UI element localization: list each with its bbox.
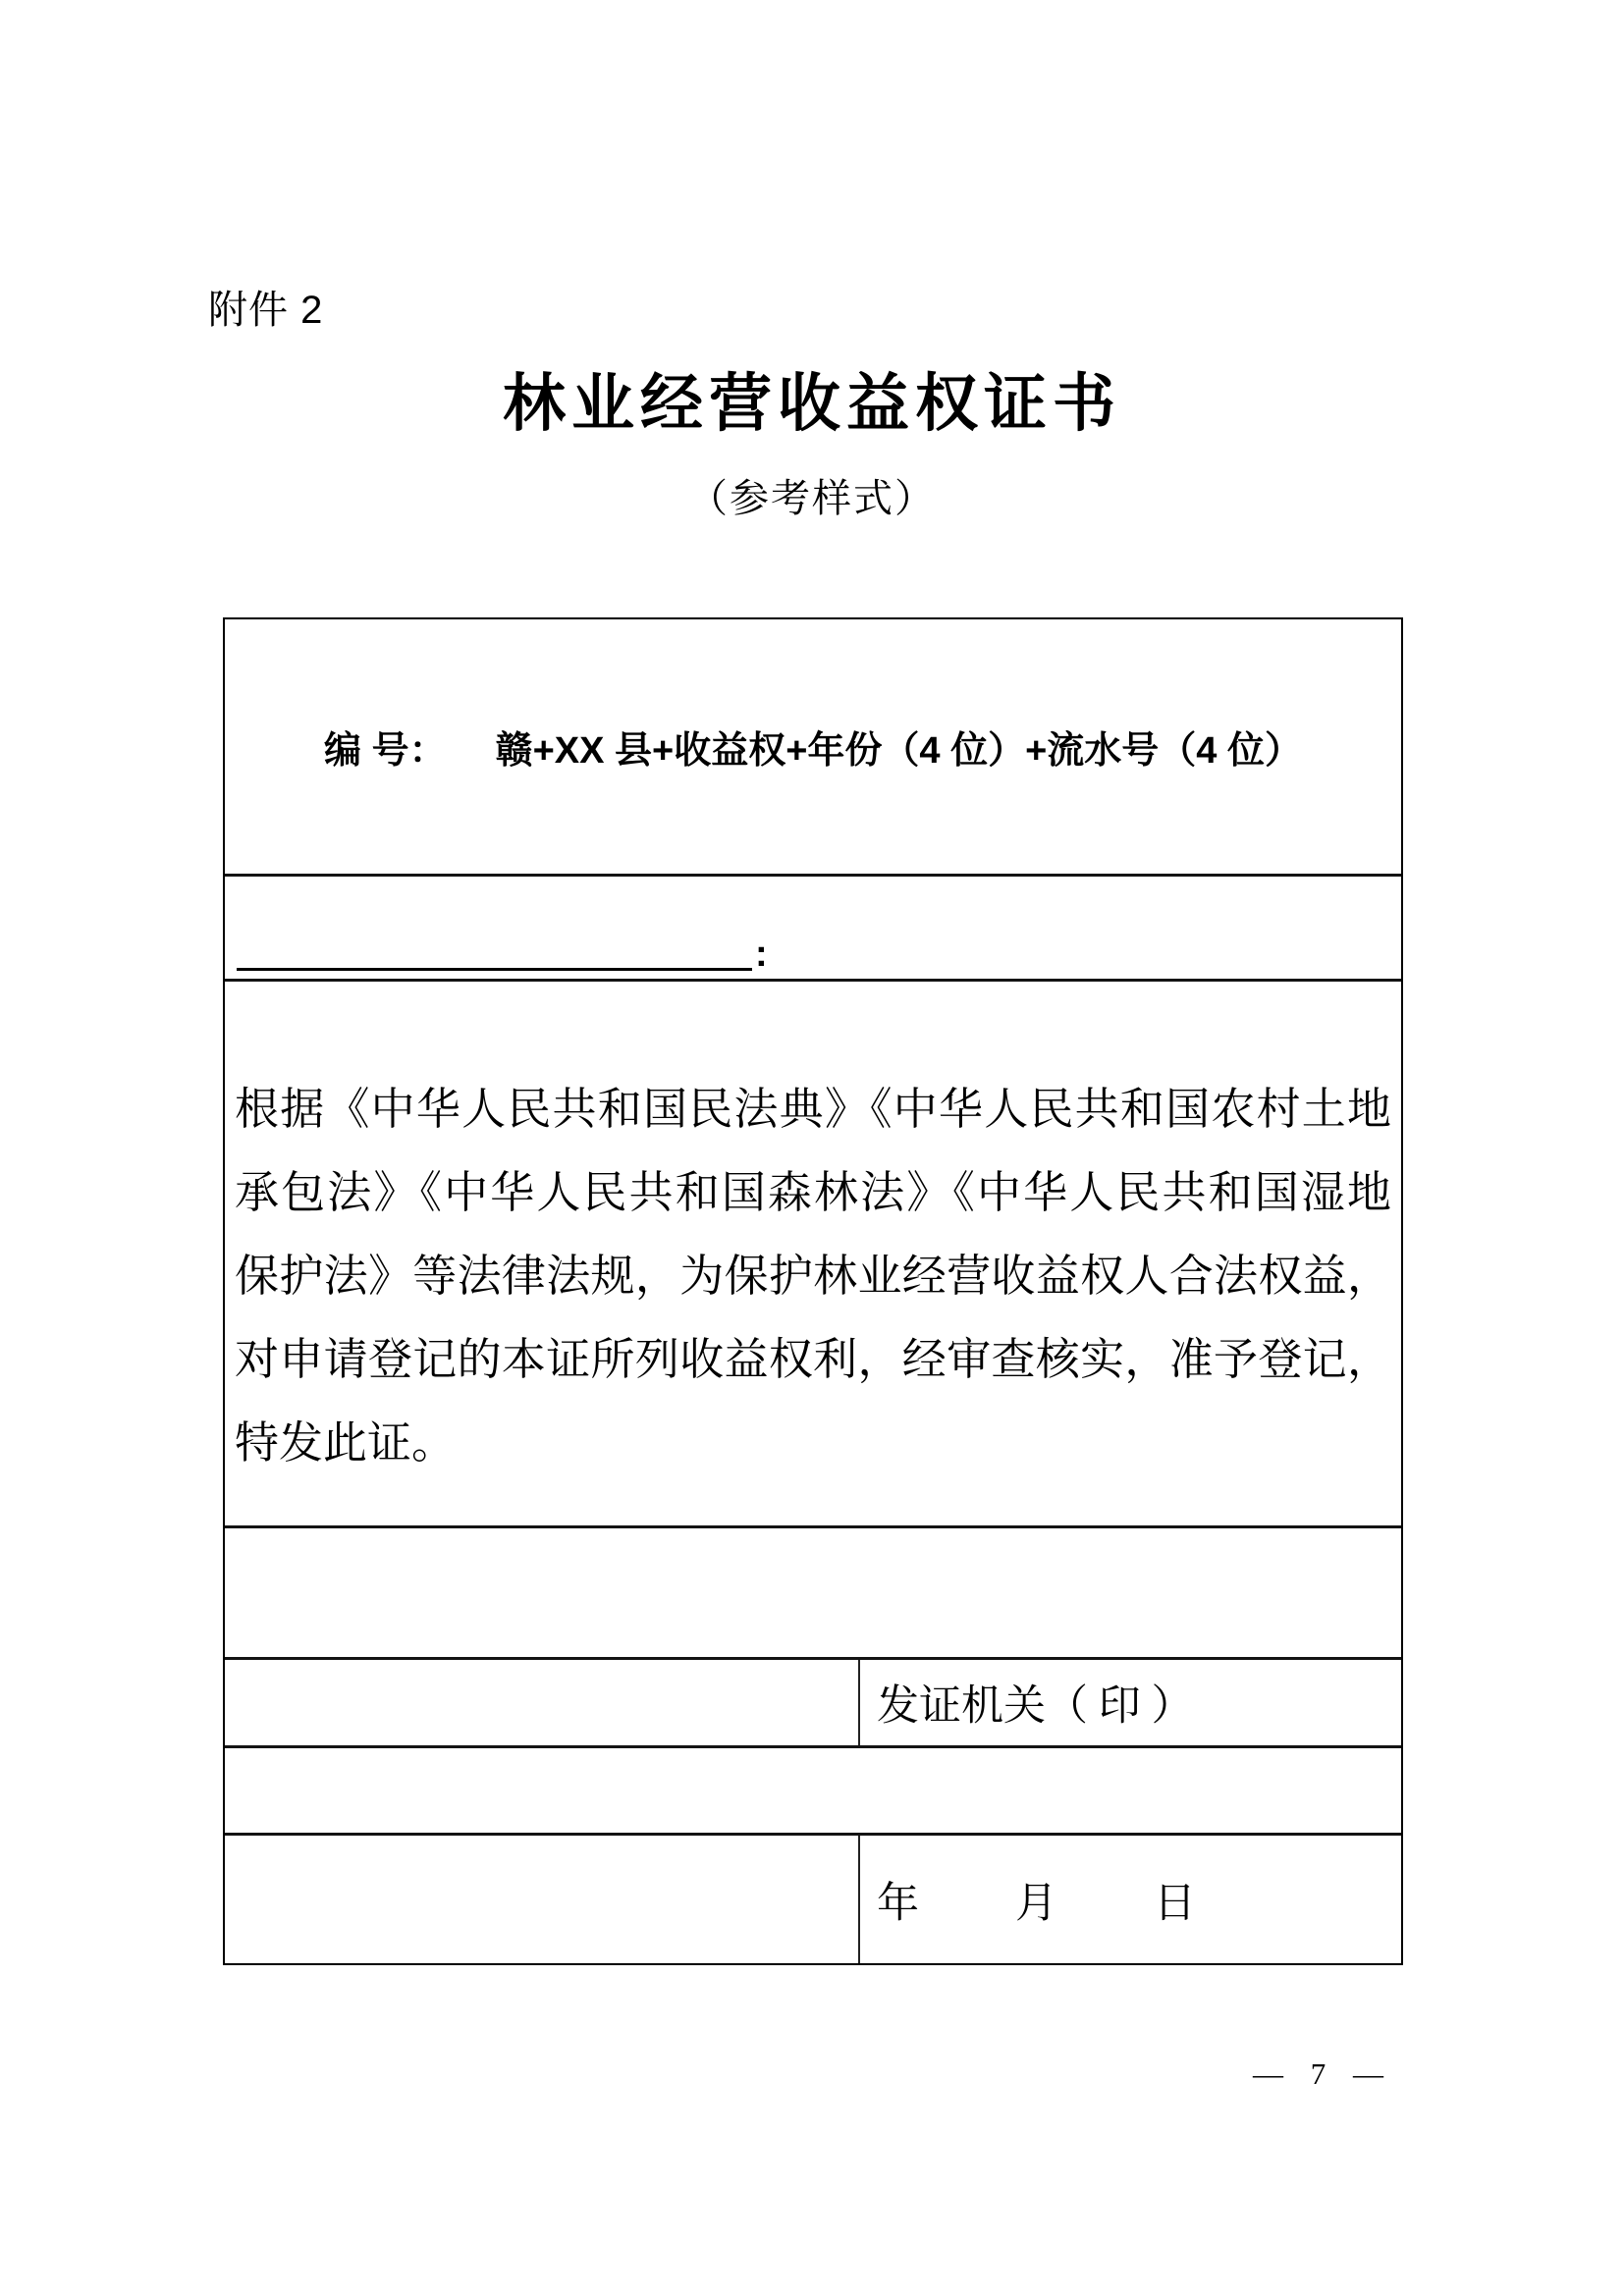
legal-basis-paragraph — [225, 982, 1401, 1528]
date-empty-cell — [225, 1836, 858, 1963]
issuer-row — [225, 1660, 1401, 1748]
certificate-table — [223, 617, 1403, 1965]
paragraph-line: 根据《中华人民共和国民法典》《中华人民共和国农村土地 — [235, 1085, 1391, 1134]
page-number: — 7 — — [1253, 2056, 1383, 2091]
certificate-subtitle: （参考样式） — [688, 476, 936, 520]
serial-number-line — [324, 720, 1302, 774]
addressee-blank-line — [237, 968, 752, 971]
empty-row — [225, 1528, 1401, 1660]
serial-number-label: 编 号： — [324, 730, 447, 772]
addressee-row — [225, 877, 1401, 982]
attachment-label: 附件 2 — [208, 289, 324, 332]
paragraph-line: 特发此证。 — [235, 1418, 457, 1468]
paragraph-line: 保护法》等法律法规，为保护林业经营收益权人合法权益， — [235, 1252, 1391, 1301]
date-row — [225, 1836, 1401, 1963]
issuer-empty-cell — [225, 1660, 858, 1745]
paragraph-line: 对申请登记的本证所列收益权利，经审查核实，准予登记， — [235, 1335, 1391, 1384]
paragraph-line: 承包法》《中华人民共和国森林法》《中华人民共和国湿地 — [235, 1168, 1391, 1217]
addressee-colon: : — [755, 934, 768, 975]
certificate-title: 林业经营收益权证书 — [503, 369, 1121, 439]
serial-number-row — [225, 619, 1401, 877]
date-label: 年 月 日 — [858, 1836, 1401, 1963]
issuer-label: 发证机关（ 印 ） — [858, 1660, 1401, 1745]
empty-row — [225, 1748, 1401, 1836]
serial-number-value: 赣+XX 县+收益权+年份（4 位）+流水号（4 位） — [495, 730, 1302, 772]
